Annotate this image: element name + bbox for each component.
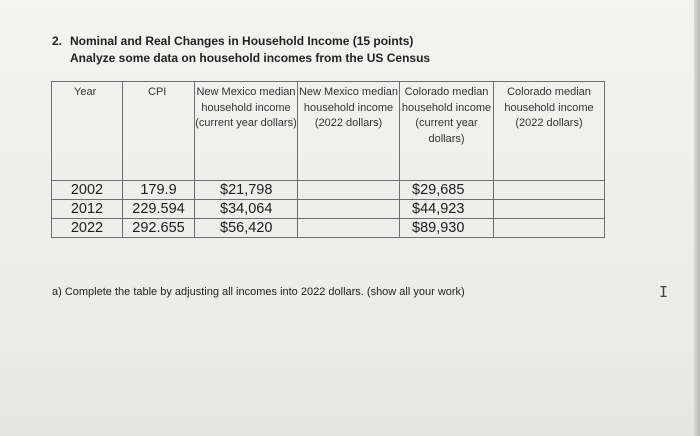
- cell-co-2022[interactable]: [494, 219, 605, 238]
- cell-co-2022[interactable]: [494, 200, 605, 219]
- cell-co-current: $89,930: [400, 219, 494, 238]
- part-a-instruction: a) Complete the table by adjusting all incomes into 2022 dollars. (show all your work): [52, 286, 465, 298]
- cell-nm-current: $56,420: [195, 219, 298, 238]
- cell-nm-current: $34,064: [195, 200, 298, 219]
- header-nm-current: New Mexico median household income (current year dollars): [195, 82, 298, 181]
- table-row: [52, 200, 605, 219]
- income-table: [51, 81, 605, 238]
- question-heading: [52, 33, 430, 67]
- text-cursor-icon: I: [659, 283, 669, 301]
- cell-cpi: 179.9: [123, 181, 195, 200]
- cell-year: 2012: [52, 200, 123, 219]
- question-title: Nominal and Real Changes in Household Income (15 points): [70, 34, 414, 48]
- cell-nm-2022[interactable]: [298, 200, 400, 219]
- cell-co-current: $29,685: [400, 181, 494, 200]
- page-edge: [694, 0, 700, 436]
- header-nm-2022: New Mexico median household income (2022 dollars): [298, 82, 400, 181]
- cell-nm-2022[interactable]: [298, 181, 400, 200]
- table-row: [52, 181, 605, 200]
- question-subtitle: Analyze some data on household incomes from the US Census: [70, 51, 431, 65]
- cell-year: 2002: [52, 181, 123, 200]
- cell-co-current: $44,923: [400, 200, 494, 219]
- cell-nm-current: $21,798: [195, 181, 298, 200]
- header-co-current: Colorado median household income (current year dollars): [400, 82, 494, 181]
- question-number: 2.: [52, 34, 63, 48]
- cell-cpi: 229.594: [123, 200, 195, 219]
- table-header-row: [52, 82, 605, 181]
- cell-year: 2022: [52, 219, 123, 238]
- table-row: [52, 219, 605, 238]
- cell-co-2022[interactable]: [494, 181, 605, 200]
- header-cpi: CPI: [123, 82, 195, 181]
- header-year: Year: [52, 82, 123, 181]
- header-co-2022: Colorado median household income (2022 dollars): [494, 82, 605, 181]
- cell-cpi: 292.655: [123, 219, 195, 238]
- cell-nm-2022[interactable]: [298, 219, 400, 238]
